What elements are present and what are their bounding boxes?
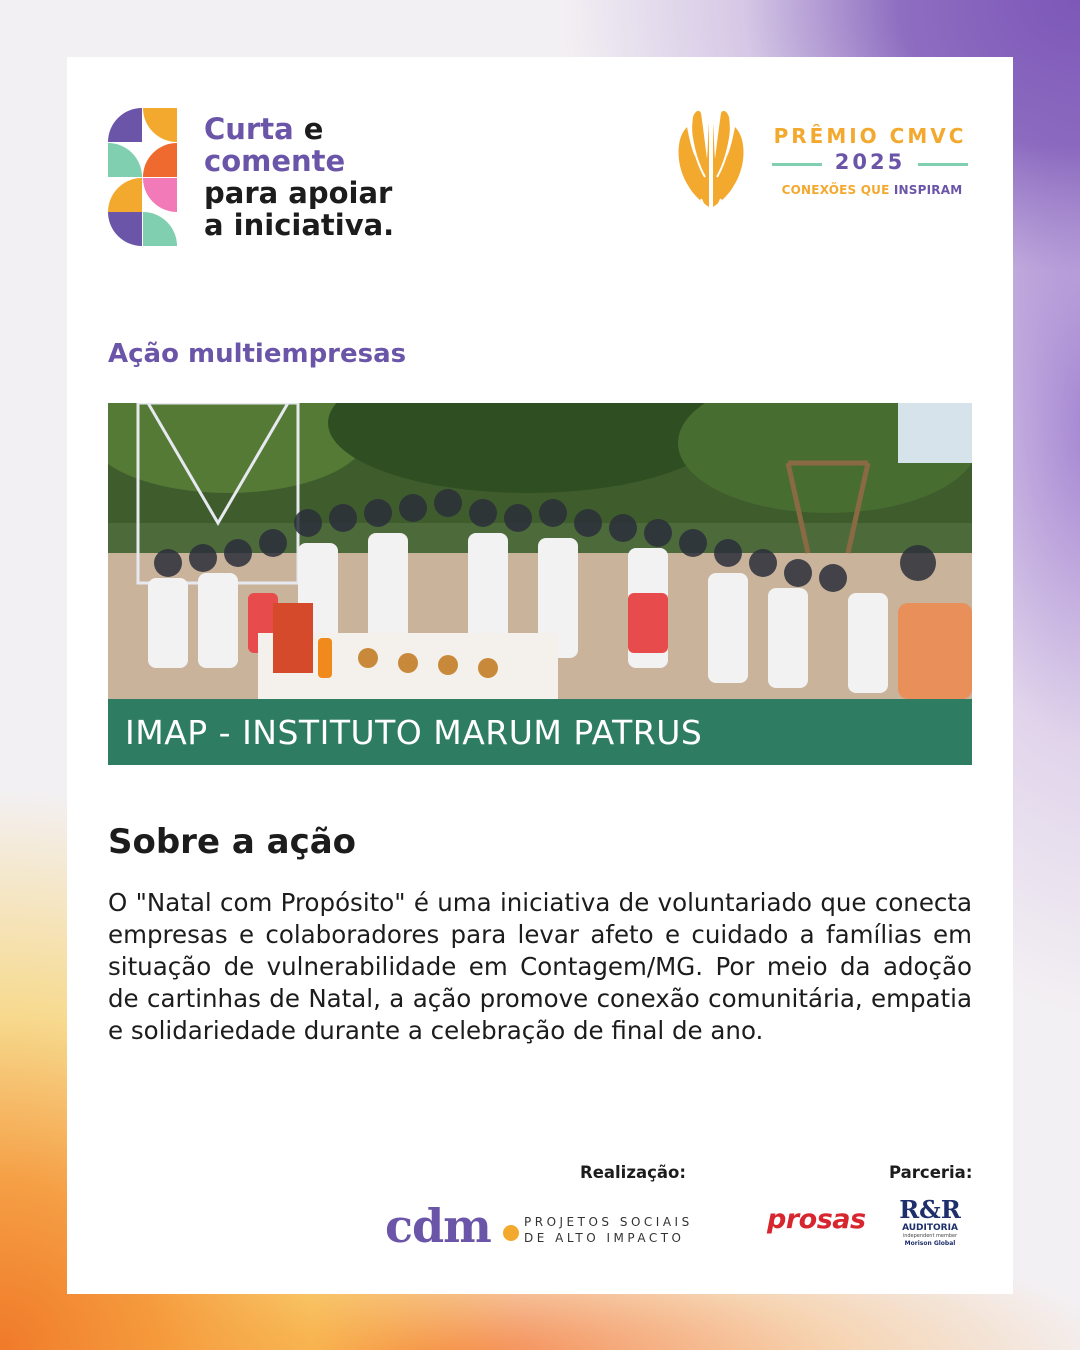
prize-title: PRÊMIO CMVC (773, 124, 967, 148)
about-text: O "Natal com Propósito" é uma iniciativa de voluntariado que conecta empresas e colaboradores para levar afeto e cuidado a famílias em situação de vulnerabilidade em Contagem/MG. Por meio da adoção de cartinhas de Natal, a ação promove conexão comunitária, empatia e solidariedade durante a celebração de final de ano. (108, 888, 972, 1045)
praying-hands-icon (673, 107, 749, 217)
category-label: Ação multiempresas (108, 339, 407, 369)
rr-logo-sub: AUDITORIA (902, 1223, 958, 1233)
cmvc-logo-icon (108, 108, 177, 246)
cdm-tagline (524, 1214, 693, 1246)
rr-auditoria-logo (897, 1197, 963, 1249)
prize-year-row (772, 150, 968, 176)
organization-name: IMAP - INSTITUTO MARUM PATRUS (125, 713, 703, 752)
realizacao-label: Realização: (580, 1163, 686, 1182)
rr-logo-mark: R&R (899, 1195, 961, 1224)
group-photo (108, 403, 972, 699)
prosas-logo: prosas (767, 1204, 866, 1235)
rr-logo-member: independent member (902, 1233, 958, 1239)
post-card (67, 57, 1013, 1294)
headline-e: e (293, 112, 324, 146)
prize-subtitle-purple: INSPIRAM (889, 183, 963, 197)
cdm-logo: cdm (385, 1199, 491, 1253)
headline-a-iniciativa: a iniciativa. (204, 208, 395, 242)
call-to-action-headline (204, 113, 464, 241)
rr-logo-morison: Morison Global (904, 1240, 956, 1247)
headline-para-apoiar: para apoiar (204, 176, 393, 210)
prize-year: 2025 (834, 150, 906, 174)
about-title: Sobre a ação (108, 822, 357, 862)
prize-subtitle-orange: CONEXÕES QUE (781, 183, 890, 197)
cdm-logo-dot (503, 1225, 519, 1241)
prize-subtitle (767, 183, 977, 197)
cdm-tagline-line-2: DE ALTO IMPACTO (524, 1231, 685, 1245)
parceria-label: Parceria: (889, 1163, 973, 1182)
headline-curta: Curta (204, 112, 294, 146)
headline-comente: comente (204, 144, 346, 178)
organization-banner (108, 699, 972, 765)
cdm-tagline-line-1: PROJETOS SOCIAIS (524, 1215, 693, 1229)
